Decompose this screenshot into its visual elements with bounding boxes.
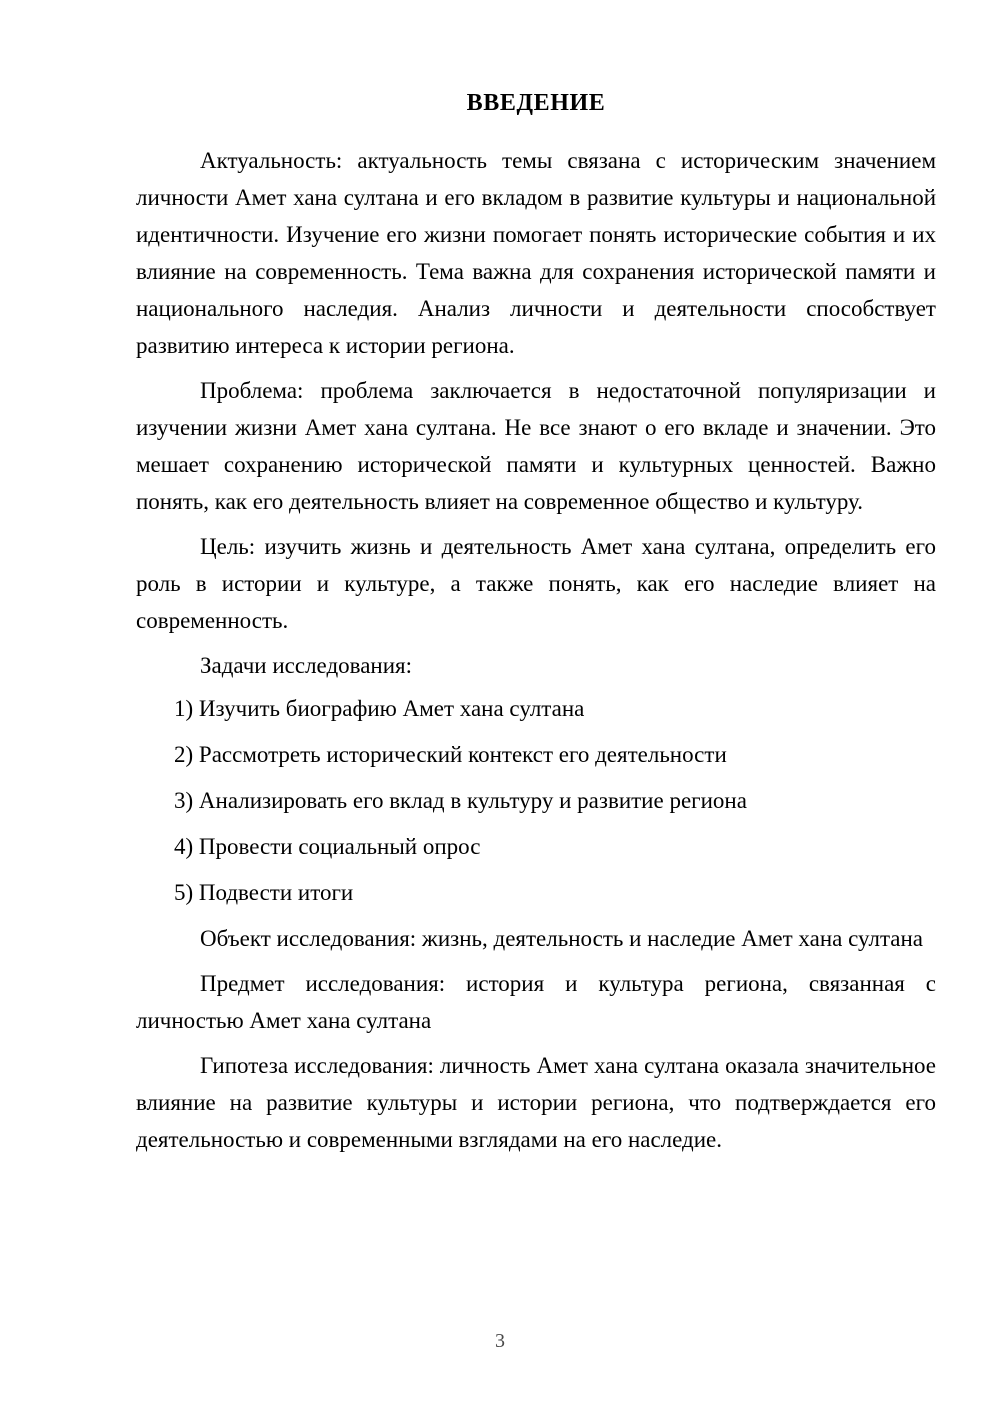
- paragraph-subject: Предмет исследования: история и культура региона, связанная с личностью Амет хана султана: [136, 971, 936, 1033]
- paragraph-problem: Проблема: проблема заключается в недостаточной популяризации и изучении жизни Амет хана султана. Не все знают о его вкладе и значении. Это мешает сохранению исторической памяти и культурных ценностей. Важно понять, как его деятельность влияет на современное общество и культуру.: [136, 378, 936, 514]
- page-content: [136, 88, 936, 1166]
- paragraph-hypothesis: Гипотеза исследования: личность Амет хана султана оказала значительное влияние на развитие культуры и истории региона, что подтверждается его деятельностью и современными взглядами на его наследие.: [136, 1053, 936, 1152]
- list-item: 1) Изучить биографию Амет хана султана: [174, 696, 585, 721]
- page-title: ВВЕДЕНИЕ: [466, 90, 606, 116]
- list-item: 4) Провести социальный опрос: [174, 834, 481, 859]
- list-item: 2) Рассмотреть исторический контекст его деятельности: [174, 742, 727, 767]
- page-number: 3: [495, 1330, 505, 1352]
- tasks-list: [136, 690, 936, 911]
- list-item: 5) Подвести итоги: [174, 880, 354, 905]
- paragraph-relevance: Актуальность: актуальность темы связана с историческим значением личности Амет хана султана и его вкладом в развитие культуры и национальной идентичности. Изучение его жизни помогает понять исторические события и их влияние на современность. Тема важна для сохранения исторической памяти и национального наследия. Анализ личности и деятельности способствует развитию интереса к истории региона.: [136, 148, 936, 358]
- paragraph-goal: Цель: изучить жизнь и деятельность Амет хана султана, определить его роль в истории и культуре, а также понять, как его наследие влияет на современность.: [136, 534, 936, 633]
- paragraph-object: Объект исследования: жизнь, деятельность и наследие Амет хана султана: [200, 926, 924, 951]
- list-item: 3) Анализировать его вклад в культуру и развитие региона: [174, 788, 747, 813]
- tasks-heading: Задачи исследования:: [200, 653, 413, 678]
